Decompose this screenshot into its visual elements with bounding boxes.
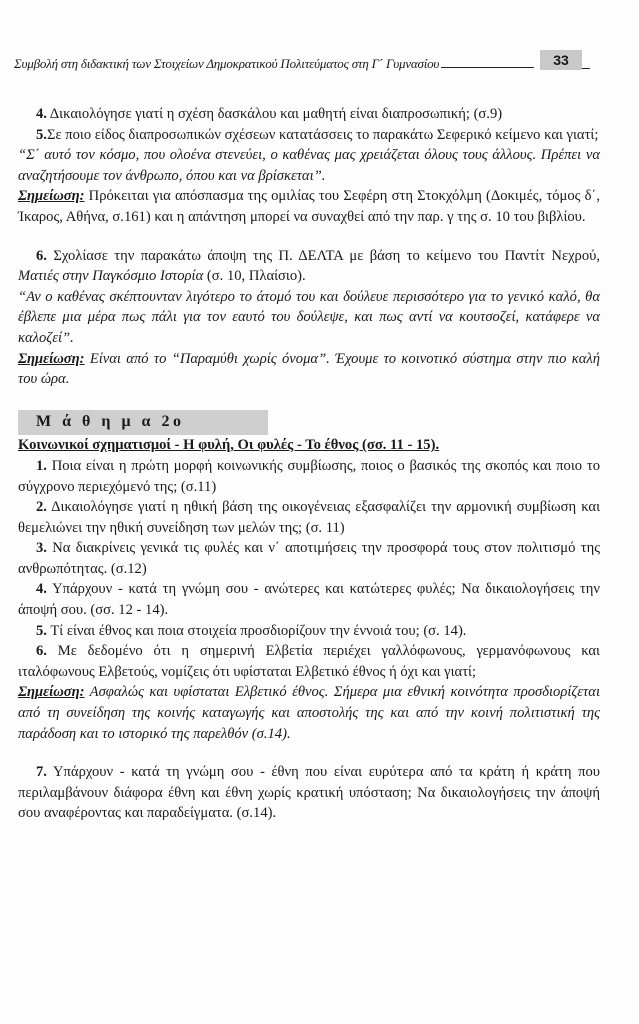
question-text: Δικαιολόγησε γιατί η σχέση δασκάλου και μαθητή είναι διαπροσωπική; (σ.9) [46, 106, 503, 122]
question-number: 3. [36, 540, 47, 557]
question-number: 6. [36, 247, 47, 264]
lesson-question-7 [18, 762, 600, 824]
question-text: Να διακρίνεις γενικά τις φυλές και ν΄ αποτιμήσεις την προσφορά τους στον πολιτισμό της ανθρωπότητας. (σ.12) [18, 540, 600, 577]
question-6 [18, 246, 600, 287]
header-rule-tail [582, 68, 590, 69]
book-title: Ματιές στην Παγκόσμιο Ιστορία [18, 268, 204, 285]
page-content [18, 104, 600, 824]
seferis-quote: “Σ΄ αυτό τον κόσμο, που ολοένα στενεύει, ο καθένας μας χρειάζεται όλους τους άλλους. Πρέπει να αναζητήσουμε τον άνθρωπο, όπου και να βρίσκεται”. [18, 147, 600, 184]
lesson-heading: Μ ά θ η μ α 2ο [18, 410, 268, 436]
question-text: Τί είναι έθνος και ποια στοιχεία προσδιορίζουν την έννοιά του; (σ. 14). [46, 622, 467, 639]
note-text: Είναι από το “Παραμύθι χωρίς όνομα”. Έχουμε το κοινοτικό σύστημα στην πιο καλή του ώρα. [18, 350, 600, 388]
question-number: 2. [36, 499, 47, 516]
note-1 [18, 186, 600, 227]
question-number: 5. [36, 622, 47, 639]
question-number: 5. [36, 126, 47, 143]
lesson-question-4 [18, 579, 600, 620]
question-text: Δικαιολόγησε γιατί η ηθική βάση της οικογένειας εξασφαλίζει την αρμονική συμβίωση και θεμελιώνει την ηθική συνείδηση των μελών της; (σ. 11) [18, 499, 600, 536]
note-text: Ασφαλώς και υφίσταται Ελβετικό έθνος. Σήμερα μια εθνική κοινότητα προσδιορίζεται από τη συνείδηση της κοινής καταγωγής και αποστολής της και από την κοινή πολιτιστική της παράδοση και το ιστορικό της παρελθόν (σ.14). [18, 684, 600, 742]
note-label: Σημείωση: [18, 684, 85, 701]
note-3 [18, 682, 600, 744]
question-number: 7. [36, 764, 47, 781]
question-text: Σχολίασε την παρακάτω άποψη της Π. ΔΕΛΤΑ με βάση το κείμενο του Παντίτ Νεχρού, [46, 247, 600, 264]
question-text: Υπάρχουν - κατά τη γνώμη σου - έθνη που είναι ευρύτερα από τα κράτη ή κράτη που περιλαμβάνουν διάφορα έθνη και έθνη χωρίς κρατική υπόσταση; Να δικαιολογήσεις την άποψή σου αναφέροντας και παραδείγματα. (σ.14). [18, 764, 600, 822]
question-text: Σε ποιο είδος διαπροσωπικών σχέσεων κατατάσσεις το παρακάτω Σεφερικό κείμενο και γιατί; [46, 126, 599, 143]
lesson-question-1 [18, 456, 600, 497]
question-text-tail: (σ. 10, Πλαίσιο). [203, 268, 306, 285]
running-header [14, 50, 534, 72]
question-text: Με δεδομένο ότι η σημερινή Ελβετία περιέχει γαλλόφωνους, γερμανόφωνους και ιταλόφωνους Ελβετούς, νομίζεις ότι υφίσταται Ελβετικό έθνος ή όχι και γιατί; [18, 643, 600, 680]
header-rule [441, 67, 534, 68]
question-number: 4. [36, 106, 47, 122]
question-number: 6. [36, 643, 47, 660]
question-number: 4. [36, 581, 47, 598]
note-label: Σημείωση: [18, 350, 85, 367]
lesson-question-5 [18, 621, 600, 642]
question-text: Υπάρχουν - κατά τη γνώμη σου - ανώτερες και κατώτερες φυλές; Να δικαιολογήσεις την άποψή σου. (σσ. 12 - 14). [18, 581, 600, 619]
lesson-question-6 [18, 641, 600, 682]
note-2 [18, 349, 600, 390]
question-4 [18, 104, 600, 125]
running-title: Συμβολή στη διδακτική των Στοιχείων Δημοκρατικού Πολιτεύματος στη Γ΄ Γυμνασίου [14, 56, 440, 71]
note-text: Πρόκειται για απόσπασμα της ομιλίας του Σεφέρη στη Στοκχόλμη (Δοκιμές, τόμος δ΄, Ίκαρος, Αθήνα, σ.161) και η απάντηση μπορεί να συναχθεί από την παρ. γ της σ. 10 του βιβλίου. [18, 188, 600, 225]
section-title: Κοινωνικοί σχηματισμοί - Η φυλή, Οι φυλές - Το έθνος (σσ. 11 - 15). [18, 437, 440, 454]
question-5 [18, 125, 600, 146]
delta-quote: “Αν ο καθένας σκέπτουνταν λιγότερο το άτομό του και δούλευε περισσότερο για το γενικό καλό, θα έβλεπε μια μέρα πως πάλι για τον εαυτό του δούλεψε, και πως αντί να κουτσοζεί, κατάφερε να καλοζεί”. [18, 288, 600, 346]
note-label: Σημείωση: [18, 188, 85, 205]
question-text: Ποια είναι η πρώτη μορφή κοινωνικής συμβίωσης, ποιος ο βασικός της σκοπός και ποιο το σύγχρονο περιεχόμενό της; (σ.11) [18, 457, 600, 495]
question-number: 1. [36, 457, 47, 474]
page-number: 33 [540, 50, 582, 70]
lesson-question-2 [18, 497, 600, 538]
lesson-question-3 [18, 538, 600, 579]
